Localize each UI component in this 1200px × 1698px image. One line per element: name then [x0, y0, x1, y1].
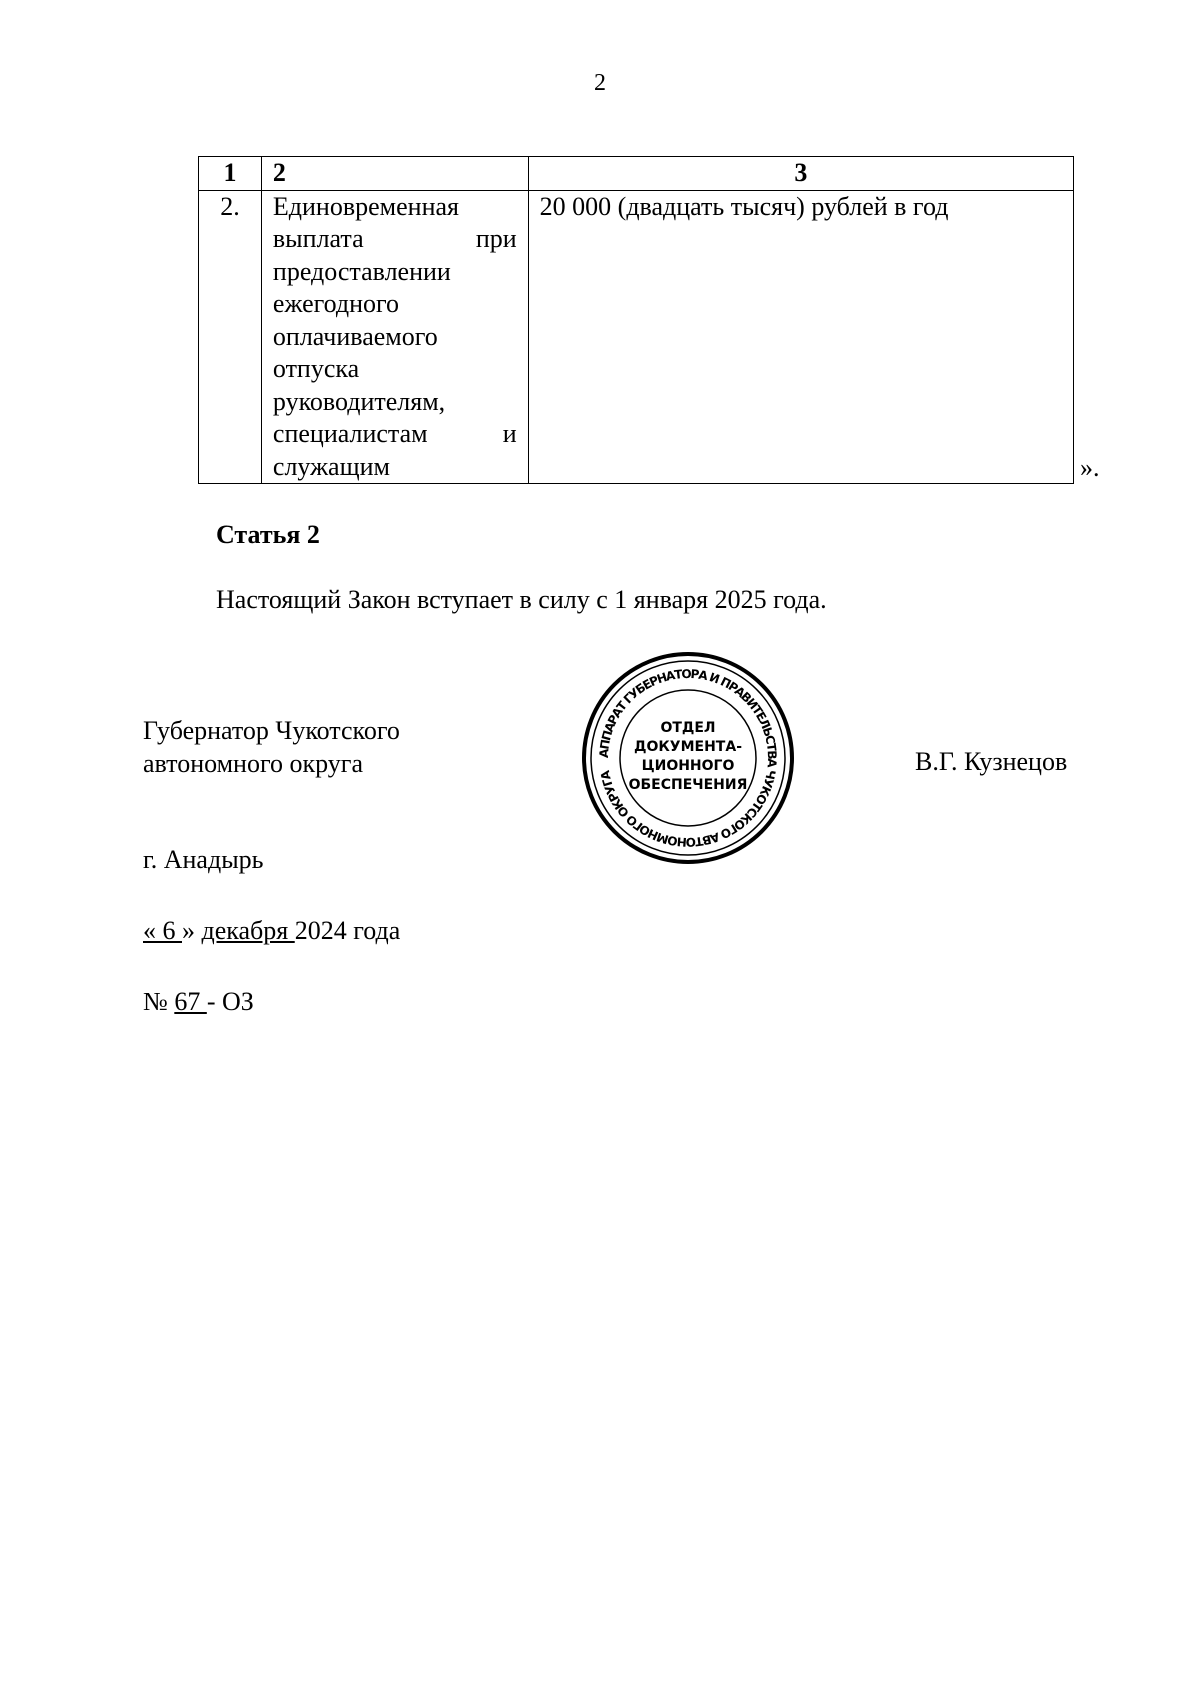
date-close-quote: » [182, 916, 195, 945]
description-line: ежегодного [272, 289, 400, 318]
table-header-cell-3: 3 [528, 157, 1073, 191]
law-number-prefix: № [143, 987, 175, 1016]
article-text: Настоящий Закон вступает в силу с 1 января 2025 года. [216, 585, 827, 614]
description-line: отпуска [272, 354, 360, 383]
law-number [143, 987, 254, 1017]
date-open-quote: « [143, 916, 156, 945]
description-line: предоставлении [272, 256, 451, 286]
table-row [199, 190, 1074, 484]
description-line: специалистам и [272, 419, 517, 448]
law-number-suffix: - ОЗ [206, 987, 254, 1016]
description-line: руководителям, [272, 386, 446, 416]
row-number: 2. [199, 190, 262, 484]
table-header-row [199, 157, 1074, 191]
law-number-value: 67 [174, 987, 207, 1016]
signing-date [143, 916, 400, 946]
article-title: Статья 2 [216, 520, 320, 549]
signer-name: В.Г. Кузнецов [915, 747, 1068, 776]
row-description [261, 190, 528, 484]
stamp-center-line: ЦИОННОГО [641, 758, 735, 774]
page-number: 2 [594, 70, 606, 96]
signer-title-line: Губернатор Чукотского [143, 716, 400, 745]
stamp-center-line: ОТДЕЛ [660, 720, 716, 736]
date-month: декабря [201, 916, 295, 945]
description-line: оплачиваемого [272, 321, 438, 351]
date-day: 6 [156, 916, 182, 945]
stamp-center-line: ОБЕСПЕЧЕНИЯ [628, 777, 748, 793]
signer-title-line: автономного округа [143, 749, 363, 778]
date-year: 2024 года [294, 916, 401, 945]
closing-quote: ». [1080, 453, 1100, 482]
stamp-center-line: ДОКУМЕНТА- [633, 739, 743, 755]
benefits-table [198, 156, 1074, 484]
official-stamp [580, 650, 796, 866]
place-of-signing: г. Анадырь [143, 845, 264, 874]
description-line: выплата при [272, 224, 517, 253]
table-header-cell-2: 2 [261, 157, 528, 191]
signer-title [143, 714, 400, 780]
table-header-cell-1: 1 [199, 157, 262, 191]
description-line: служащим [272, 451, 390, 481]
description-line: Единовременная [272, 191, 459, 221]
stamp-ring-text: АППАРАТ ГУБЕРНАТОРА И ПРАВИТЕЛЬСТВА ЧУКОТСКОГО АВТОНОМНОГО ОКРУГА [596, 666, 780, 850]
row-amount: 20 000 (двадцать тысяч) рублей в год [528, 190, 1073, 484]
